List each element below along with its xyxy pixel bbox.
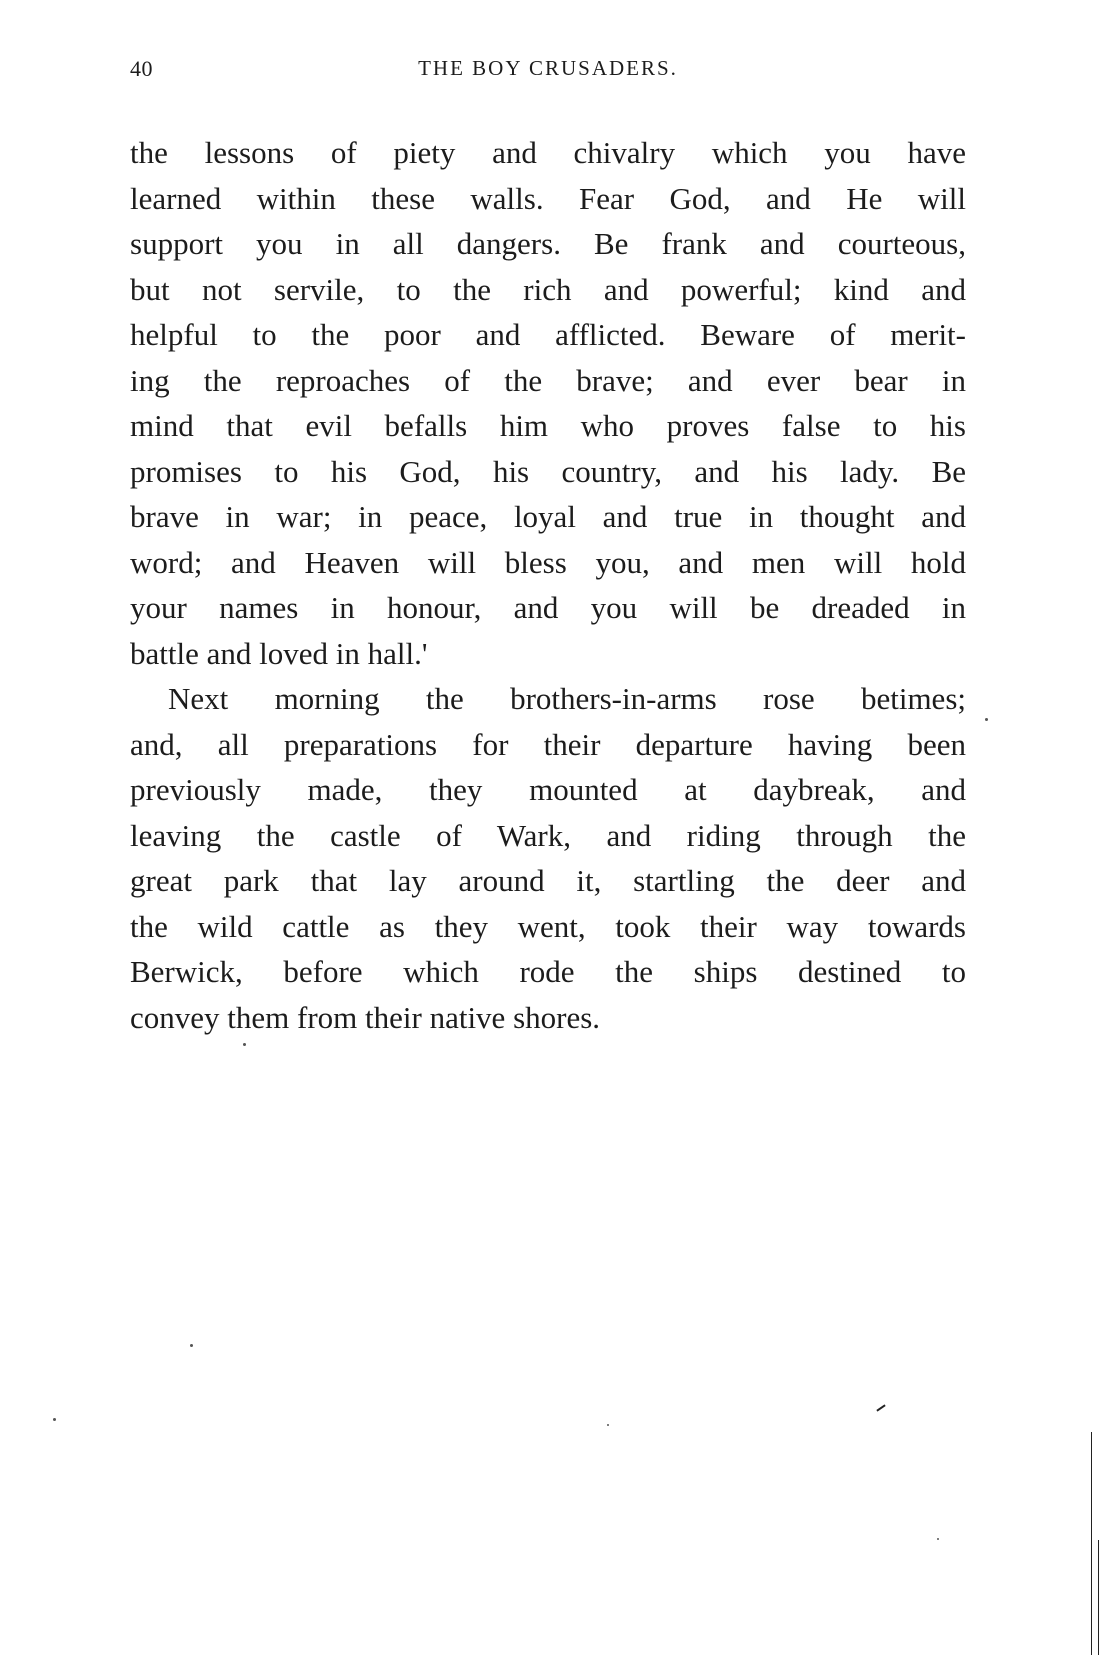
text-line: leaving the castle of Wark, and riding through the xyxy=(130,817,966,853)
text-line: mind that evil befalls him who proves false to his xyxy=(130,408,966,443)
text-line: word; and Heaven will bless you, and men will hold xyxy=(130,544,966,580)
body-text xyxy=(130,130,966,1040)
page-edge-line xyxy=(1091,1432,1092,1655)
text-line: the lessons of piety and chivalry which you have xyxy=(130,135,966,170)
scan-speck xyxy=(937,1538,939,1540)
scan-speck xyxy=(243,1043,246,1046)
scan-speck xyxy=(985,718,988,721)
running-title: THE BOY CRUSADERS. xyxy=(418,56,678,80)
scan-mark xyxy=(876,1404,885,1411)
text-line: helpful to the poor and afflicted. Beware of merit- xyxy=(130,317,966,352)
page-header xyxy=(130,56,966,90)
text-line: the wild cattle as they went, took their way towards xyxy=(130,908,966,944)
text-line: great park that lay around it, startling the deer and xyxy=(130,863,966,898)
scan-speck xyxy=(607,1424,609,1426)
text-line: Berwick, before which rode the ships destined to xyxy=(130,954,966,989)
paragraph-2 xyxy=(130,676,966,1040)
page-number: 40 xyxy=(130,56,153,81)
text-line: brave in war; in peace, loyal and true in thought and xyxy=(130,499,966,534)
text-line: support you in all dangers. Be frank and courteous, xyxy=(130,226,966,261)
text-line: your names in honour, and you will be dreaded in xyxy=(130,590,966,625)
text-line: Next morning the brothers-in-arms rose betimes; xyxy=(168,681,966,716)
text-line: learned within these walls. Fear God, and He will xyxy=(130,180,966,216)
text-line: previously made, they mounted at daybreak, and xyxy=(130,772,966,807)
text-line: ing the reproaches of the brave; and ever bear in xyxy=(130,362,966,398)
text-line: and, all preparations for their departure having been xyxy=(130,726,966,762)
text-line: but not servile, to the rich and powerful; kind and xyxy=(130,271,966,307)
text-line: promises to his God, his country, and his lady. Be xyxy=(130,453,966,489)
text-line: battle and loved in hall.' xyxy=(130,635,428,671)
text-line: convey them from their native shores. xyxy=(130,999,601,1035)
scan-speck xyxy=(53,1418,56,1421)
paragraph-1 xyxy=(130,130,966,676)
page-edge-line xyxy=(1098,1540,1099,1655)
scan-speck xyxy=(190,1344,193,1347)
